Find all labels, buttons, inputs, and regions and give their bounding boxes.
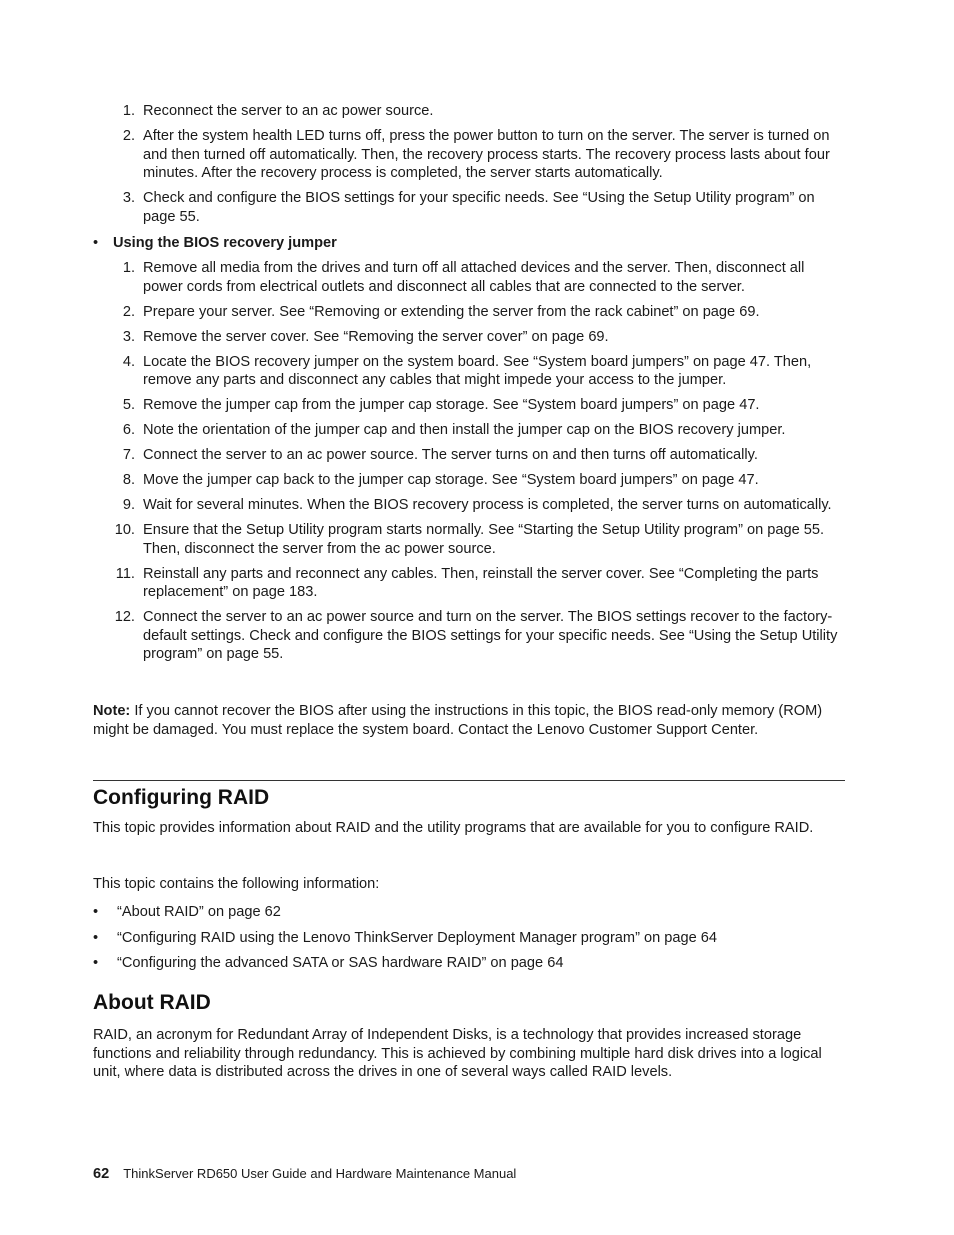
list-item: 6. Note the orientation of the jumper cap and then install the jumper cap on the BIOS recovery jumper. xyxy=(122,422,786,439)
list-item: 12. Connect the server to an ac power source and turn on the server. The BIOS settings recover to the factory-default settings. Check and configure the BIOS settings for your specific needs. See “Using the Setup Utility program” on page 55. xyxy=(114,609,838,663)
about-raid-body: RAID, an acronym for Redundant Array of Independent Disks, is a technology that provides increased storage functions and reliability through redundancy. This is achieved by combining multiple hard disk drives into a logical unit, where data is distributed across the drives in one of several ways called RAID levels. xyxy=(93,1027,822,1081)
jumper-method-heading: • Using the BIOS recovery jumper xyxy=(93,235,337,251)
topic-link-hardware-raid[interactable]: • “Configuring the advanced SATA or SAS hardware RAID” on page 64 xyxy=(93,955,564,971)
bullet-icon: • xyxy=(93,904,99,920)
section-divider xyxy=(93,780,845,781)
list-item: 5. Remove the jumper cap from the jumper cap storage. See “System board jumpers” on page 47. xyxy=(122,397,760,414)
topic-link-about-raid[interactable]: • “About RAID” on page 62 xyxy=(93,904,281,920)
heading-about-raid: About RAID xyxy=(93,991,211,1014)
recovery-steps xyxy=(93,102,845,233)
topic-list xyxy=(93,903,845,980)
list-item: 1. Remove all media from the drives and turn off all attached devices and the server. Then, disconnect all power cords from electrical outlets and disconnect all cables that are connected to the server. xyxy=(122,260,805,295)
note-paragraph: Note: If you cannot recover the BIOS after using the instructions in this topic, the BIOS read-only memory (ROM) might be damaged. You must replace the system board. Contact the Lenovo Customer Support Center. xyxy=(93,703,823,738)
list-item: 10. Ensure that the Setup Utility program starts normally. See “Starting the Setup Utility program” on page 55. Then, disconnect the server from the ac power source. xyxy=(114,522,825,557)
note-label: Note: xyxy=(93,703,131,719)
configuring-intro: This topic provides information about RAID and the utility programs that are available for you to configure RAID. xyxy=(93,820,814,836)
page-number: 62 xyxy=(93,1166,110,1182)
list-item: 11. Reinstall any parts and reconnect any cables. Then, reinstall the server cover. See “Completing the parts replacement” on page 183. xyxy=(115,565,819,601)
configuring-contains: This topic contains the following information: xyxy=(93,876,380,892)
heading-configuring-raid: Configuring RAID xyxy=(93,786,270,809)
list-item: 3. Remove the server cover. See “Removing the server cover” on page 69. xyxy=(122,328,609,345)
list-item: 8. Move the jumper cap back to the jumper cap storage. See “System board jumpers” on page 47. xyxy=(122,472,759,489)
jumper-steps xyxy=(93,259,845,670)
bullet-icon: • xyxy=(93,235,99,251)
list-item: 2. Prepare your server. See “Removing or extending the server from the rack cabinet” on page 69. xyxy=(122,303,760,320)
list-item: 2. After the system health LED turns off, press the power button to turn on the server. The server is turned on and then turned off automatically. Then, the recovery process starts. The recovery process lasts about four minutes. After the recovery process is completed, the server starts automatically. xyxy=(122,127,830,182)
list-item: 7. Connect the server to an ac power source. The server turns on and then turns off automatically. xyxy=(122,447,758,464)
bullet-icon: • xyxy=(93,955,99,971)
bullet-icon: • xyxy=(93,929,99,946)
topic-link-deployment-manager[interactable]: • “Configuring RAID using the Lenovo ThinkServer Deployment Manager program” on page 64 xyxy=(93,929,718,946)
document-title: ThinkServer RD650 User Guide and Hardware Maintenance Manual xyxy=(123,1166,517,1181)
page-footer xyxy=(93,1166,516,1182)
list-item: 4. Locate the BIOS recovery jumper on the system board. See “System board jumpers” on page 47. Then, remove any parts and disconnect any cables that might impede your access to the jumper. xyxy=(122,353,812,389)
list-item: 9. Wait for several minutes. When the BIOS recovery process is completed, the server turns on automatically. xyxy=(122,497,832,514)
list-item: 3. Check and configure the BIOS settings for your specific needs. See “Using the Setup Utility program” on page 55. xyxy=(122,190,815,225)
list-item: 1. Reconnect the server to an ac power source. xyxy=(122,103,434,119)
